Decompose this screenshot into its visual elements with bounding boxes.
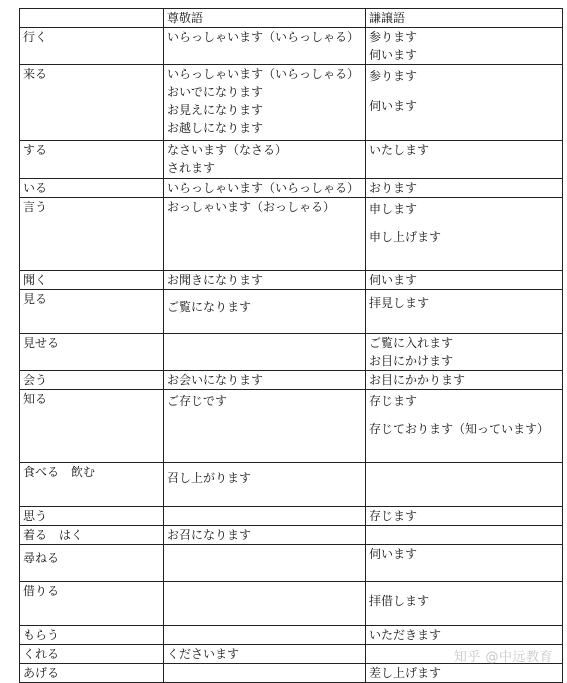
table-row [20, 271, 563, 290]
table-row [20, 198, 563, 271]
kenjougo-cell [366, 271, 563, 290]
table-row [20, 545, 563, 582]
sonkeigo-cell [164, 664, 366, 683]
verb-cell [20, 626, 164, 645]
kenjougo-cell-line: おります [369, 181, 418, 195]
verb-label: 聞く [23, 273, 48, 287]
sonkeigo-cell [164, 582, 366, 626]
watermark: 知乎 @中远教育 [453, 650, 553, 665]
table-row [20, 334, 563, 371]
kenjougo-cell-line: 参ります [369, 30, 418, 44]
table-row [20, 65, 563, 141]
verb-label: する [23, 143, 48, 157]
table-row [20, 179, 563, 198]
kenjougo-cell [366, 290, 563, 334]
kenjougo-cell-line: いただきます [369, 628, 442, 642]
verb-label: くれる [23, 647, 60, 661]
verb-cell [20, 198, 164, 271]
kenjougo-cell-line: お目にかかります [369, 373, 466, 387]
verb-cell [20, 141, 164, 179]
verb-cell [20, 65, 164, 141]
verb-label: 来る [23, 67, 48, 81]
kenjougo-cell-line: ご覧に入れます [369, 336, 454, 350]
kenjougo-cell [366, 198, 563, 271]
kenjougo-cell [366, 626, 563, 645]
sonkeigo-cell [164, 334, 366, 371]
sonkeigo-cell-line: お越しになります [167, 121, 264, 135]
verb-cell [20, 179, 164, 198]
kenjougo-cell [366, 463, 563, 507]
kenjougo-cell-line: いたします [369, 143, 430, 157]
verb-cell [20, 371, 164, 390]
sonkeigo-cell [164, 179, 366, 198]
header-kenjougo: 謙譲語 [366, 9, 563, 28]
verb-cell [20, 290, 164, 334]
kenjougo-cell-line: 伺います [369, 99, 418, 113]
sonkeigo-cell-line: お召になります [167, 528, 252, 542]
verb-label: 食べる 飲む [23, 465, 96, 479]
verb-cell [20, 463, 164, 507]
sonkeigo-cell-line: おっしゃいます（おっしゃる） [167, 200, 336, 214]
table-row [20, 390, 563, 463]
sonkeigo-cell-line: なさいます（なさる） [167, 143, 288, 157]
verb-label: 尋ねる [23, 551, 60, 565]
sonkeigo-cell [164, 645, 366, 664]
kenjougo-cell-line: 拝見します [369, 296, 430, 310]
sonkeigo-cell-line: いらっしゃいます（いらっしゃる） [167, 67, 360, 81]
sonkeigo-cell [164, 371, 366, 390]
table-row [20, 526, 563, 545]
sonkeigo-cell-line: されます [167, 161, 216, 175]
kenjougo-cell [366, 390, 563, 463]
table-row [20, 463, 563, 507]
sonkeigo-cell-line: いらっしゃいます（いらっしゃる） [167, 181, 360, 195]
kenjougo-cell-line: 差し上げます [369, 666, 442, 680]
verb-label: 見せる [23, 336, 60, 350]
sonkeigo-cell [164, 463, 366, 507]
verb-cell [20, 582, 164, 626]
header-row [20, 9, 563, 28]
verb-cell [20, 526, 164, 545]
kenjougo-cell-line: 存じます [369, 509, 418, 523]
sonkeigo-cell [164, 28, 366, 65]
verb-label: 言う [23, 200, 48, 214]
sonkeigo-cell [164, 390, 366, 463]
sonkeigo-cell [164, 141, 366, 179]
sonkeigo-cell [164, 545, 366, 582]
sonkeigo-cell-line: おいでになります [167, 85, 264, 99]
sonkeigo-cell-line: ご存じです [167, 394, 228, 408]
verb-cell [20, 545, 164, 582]
table-body [20, 28, 563, 683]
verb-label: 行く [23, 30, 48, 44]
sonkeigo-cell-line: いらっしゃいます（いらっしゃる） [167, 30, 360, 44]
kenjougo-cell-line: 拝借します [369, 594, 430, 608]
verb-label: 着る はく [23, 528, 84, 542]
sonkeigo-cell [164, 198, 366, 271]
sonkeigo-cell [164, 526, 366, 545]
kenjougo-cell [366, 507, 563, 526]
verb-label: あげる [23, 666, 60, 680]
table-row [20, 28, 563, 65]
verb-label: 知る [23, 392, 48, 406]
header-verb [20, 9, 164, 28]
kenjougo-cell [366, 526, 563, 545]
kenjougo-cell [366, 179, 563, 198]
sonkeigo-cell-line: お見えになります [167, 103, 264, 117]
verb-label: 見る [23, 292, 48, 306]
kenjougo-cell-line: 伺います [369, 273, 418, 287]
table-row [20, 664, 563, 683]
header-sonkeigo: 尊敬語 [164, 9, 366, 28]
kenjougo-cell-line: お目にかけます [369, 354, 454, 368]
verb-label: 思う [23, 509, 48, 523]
kenjougo-cell-line: 申します [369, 202, 418, 216]
sonkeigo-cell-line: ご覧になります [167, 300, 252, 314]
kenjougo-cell [366, 28, 563, 65]
table-row [20, 582, 563, 626]
sonkeigo-cell [164, 290, 366, 334]
verb-label: いる [23, 181, 48, 195]
verb-cell [20, 664, 164, 683]
kenjougo-cell [366, 371, 563, 390]
verb-cell [20, 390, 164, 463]
sonkeigo-cell-line: お聞きになります [167, 273, 264, 287]
verb-label: 会う [23, 373, 48, 387]
kenjougo-cell-line: 伺います [369, 48, 418, 62]
verb-cell [20, 271, 164, 290]
verb-label: もらう [23, 628, 60, 642]
sonkeigo-cell-line: 召し上がります [167, 471, 252, 485]
verb-cell [20, 507, 164, 526]
kenjougo-cell [366, 65, 563, 141]
kenjougo-cell [366, 664, 563, 683]
sonkeigo-cell-line: お会いになります [167, 373, 264, 387]
sonkeigo-cell [164, 271, 366, 290]
kenjougo-cell-line: 申し上げます [369, 230, 442, 244]
verb-cell [20, 28, 164, 65]
kenjougo-cell-line: 参ります [369, 69, 418, 83]
table-row [20, 371, 563, 390]
kenjougo-cell [366, 545, 563, 582]
table-row [20, 290, 563, 334]
sonkeigo-cell [164, 626, 366, 645]
sonkeigo-cell [164, 65, 366, 141]
kenjougo-cell-line: 存じております（知っています） [369, 422, 550, 436]
kenjougo-cell [366, 334, 563, 371]
keigo-table [19, 8, 563, 683]
verb-cell [20, 334, 164, 371]
sonkeigo-cell [164, 507, 366, 526]
kenjougo-cell [366, 582, 563, 626]
kenjougo-cell-line: 伺います [369, 547, 418, 561]
kenjougo-cell-line: 存じます [369, 394, 418, 408]
kenjougo-cell [366, 141, 563, 179]
table-row [20, 141, 563, 179]
table-row [20, 507, 563, 526]
verb-cell [20, 645, 164, 664]
table-row [20, 626, 563, 645]
sonkeigo-cell-line: くださいます [167, 647, 240, 661]
verb-label: 借りる [23, 584, 60, 598]
